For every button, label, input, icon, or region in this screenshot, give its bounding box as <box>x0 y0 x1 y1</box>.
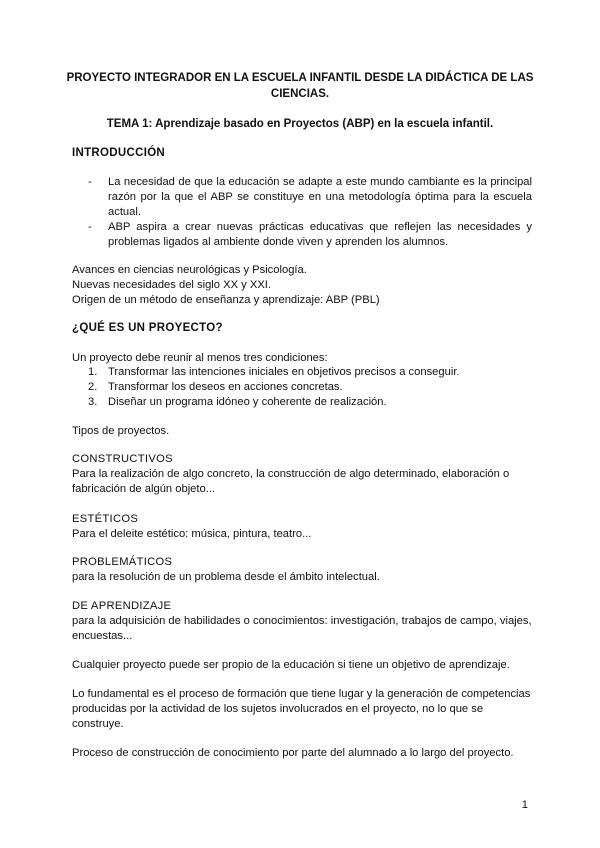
type-description: Para el deleite estético: música, pintura, teatro... <box>72 528 312 540</box>
condition-item <box>88 365 532 380</box>
bullet-item <box>88 175 532 220</box>
type-name: CONSTRUCTIVOS <box>72 453 173 465</box>
intro-line: Nuevas necesidades del siglo XX y XXI. <box>72 279 271 291</box>
intro-line: Avances en ciencias neurológicas y Psicología. <box>72 264 307 276</box>
closing-paragraph: Lo fundamental es el proceso de formación que tiene lugar y la generación de competencias producidas por la actividad de los sujetos involucrados en el proyecto, no lo que se construye. <box>72 688 531 730</box>
list-number: 1. <box>88 366 98 378</box>
introduction-bullet-list <box>88 175 532 250</box>
document-title: PROYECTO INTEGRADOR EN LA ESCUELA INFANTIL DESDE LA DIDÁCTICA DE LAS CIENCIAS. <box>66 72 534 100</box>
condition-text: Transformar los deseos en acciones concretas. <box>108 381 343 393</box>
dash-marker: - <box>88 221 92 233</box>
condition-text: Diseñar un programa idóneo y coherente de realización. <box>108 396 387 408</box>
conditions-lead: Un proyecto debe reunir al menos tres condiciones: <box>72 352 328 364</box>
list-number: 2. <box>88 381 98 393</box>
page-number: 1 <box>521 799 528 811</box>
bullet-text: La necesidad de que la educación se adapte a este mundo cambiante es la principal razón por la que el ABP se constituye en una metodología óptima para la escuela actual. <box>108 176 532 218</box>
dash-marker: - <box>88 176 92 188</box>
topic-subtitle: TEMA 1: Aprendizaje basado en Proyectos (ABP) en la escuela infantil. <box>106 118 494 130</box>
closing-paragraph: Proceso de construcción de conocimiento por parte del alumnado a lo largo del proyecto. <box>72 747 514 759</box>
condition-text: Transformar las intenciones iniciales en objetivos precisos a conseguir. <box>108 366 460 378</box>
type-description: para la adquisición de habilidades o conocimientos: investigación, trabajos de campo, viajes, encuestas... <box>72 615 532 642</box>
bullet-item <box>88 220 532 250</box>
project-types-label: Tipos de proyectos. <box>72 425 170 437</box>
type-name: ESTÉTICOS <box>72 513 139 525</box>
condition-item <box>88 380 532 395</box>
type-name: PROBLEMÁTICOS <box>72 556 173 568</box>
type-name: DE APRENDIZAJE <box>72 600 172 612</box>
list-number: 3. <box>88 396 98 408</box>
condition-item <box>88 395 532 410</box>
type-description: Para la realización de algo concreto, la construcción de algo determinado, elaboración o fabricación de algún objeto... <box>72 468 510 495</box>
intro-line: Origen de un método de enseñanza y aprendizaje: ABP (PBL) <box>72 294 380 306</box>
type-description: para la resolución de un problema desde el ámbito intelectual. <box>72 571 380 583</box>
project-heading: ¿QUÉ ES UN PROYECTO? <box>72 322 223 334</box>
introduction-heading: INTRODUCCIÓN <box>72 147 166 159</box>
conditions-list <box>88 365 532 410</box>
bullet-text: ABP aspira a crear nuevas prácticas educativas que reflejen las necesidades y problemas ligados al ambiente donde viven y aprenden los alumnos. <box>108 221 532 248</box>
closing-paragraph: Cualquier proyecto puede ser propio de la educación si tiene un objetivo de aprendizaje. <box>72 659 510 671</box>
